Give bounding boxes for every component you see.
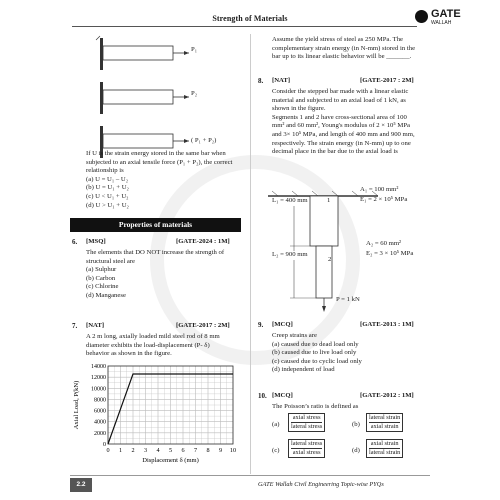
bar-figure-1 <box>96 36 189 70</box>
q10-option-c-fraction: lateral stress axial stress <box>288 439 325 458</box>
fig-e1: E₁ = 2 × 10⁵ MPa <box>360 196 408 203</box>
q7-type: [NAT] <box>86 322 105 329</box>
q7-number: 7. <box>72 322 78 330</box>
q10-option-c-label: (c) <box>272 447 280 454</box>
q10-number: 10. <box>258 392 267 400</box>
y-tick-label: 0 <box>103 442 106 448</box>
q9-number: 9. <box>258 321 264 329</box>
q8-tag: [GATE-2017 : 2M] <box>360 77 414 84</box>
q9-body: Creep strains are (a) caused due to dead load only (b) caused due to live load only (c) caused due to cyclic load only (d) independent of load <box>272 332 362 374</box>
x-tick-label: 9 <box>218 447 223 454</box>
bar-figure-2 <box>100 82 189 114</box>
fig-seg1: 1 <box>327 197 331 204</box>
q10-text: The Poisson’s ratio is defined as <box>272 403 359 410</box>
q9-tag: [GATE-2013 : 1M] <box>360 321 414 328</box>
y-tick-label: 6000 <box>94 408 106 415</box>
option-d: (d) U > U₁ + U₂ <box>86 201 129 209</box>
q10-option-d-label: (d) <box>352 447 360 454</box>
q7-tag: [GATE-2017 : 2M] <box>176 322 230 329</box>
q10-option-b-label: (b) <box>352 421 360 428</box>
brand-sub: WALLAH <box>431 20 452 26</box>
q10-type: [MCQ] <box>272 392 293 399</box>
fig-seg2: 2 <box>328 256 332 263</box>
page-number: 2.2 <box>70 478 92 492</box>
q6-body: The elements that DO NOT increase the strength of structural steel are (a) Sulphur (b) Carbon (c) Chlorine (d) Manganese <box>86 249 225 299</box>
y-tick-label: 4000 <box>94 419 106 426</box>
x-tick-label: 2 <box>131 447 135 454</box>
footer-text: GATE Wallah Civil Engineering Topic-wise PYQs <box>258 481 384 488</box>
q10-option-d-fraction: axial strain lateral strain <box>366 439 403 458</box>
x-tick-label: 3 <box>143 447 148 454</box>
prev-question-text: If U is the strain energy stored in the same bar when subjected to an axial tensile force (P₁ + P₂), the correct relationship is (a) U = U₁ – U₂ (b) U = U₁ + U₂ (c) U < U₁ + U₂ (d) U > U₁ + U₂ <box>86 150 246 210</box>
x-tick-label: 8 <box>206 447 210 454</box>
section-title: Properties of materials <box>70 218 241 232</box>
y-tick-label: 10000 <box>91 386 106 393</box>
fig-l2: L₂ = 900 mm <box>272 251 308 258</box>
x-tick-label: 1 <box>118 447 123 454</box>
label-p2: P₂ <box>191 90 198 97</box>
label-p1: P₁ <box>191 46 198 53</box>
q10-option-a-fraction: axial stress lateral stress <box>288 413 325 432</box>
q7-body: A 2 m long, axially loaded mild steel rod of 8 mm diameter exhibits the load-displacement (P- δ) behavior as shown in the figure. <box>86 333 220 358</box>
fig-load: P = 1 kN <box>336 296 360 303</box>
brand-logo-icon <box>415 10 428 23</box>
option-c: (c) U < U₁ + U₂ <box>86 192 129 200</box>
load-displacement-chart <box>70 360 245 470</box>
q10-option-b-fraction: lateral strain axial strain <box>366 413 403 432</box>
x-tick-label: 4 <box>156 447 160 454</box>
q6-type: [MSQ] <box>86 238 106 245</box>
q8-number: 8. <box>258 77 264 85</box>
column-divider <box>250 34 251 474</box>
q8-body: Consider the stepped bar made with a linear elastic material and subjected to an axial load of 1 kN, as shown in the figure. Segments 1 and 2 have cross-sectional area of 100 mm² and 60 mm², Young's modulus of 2 × 10⁵ MPa and 3× 10⁵ MPa, and length of 400 mm and 900 mm, respectively. The strain energy (in N-mm) up to one decimal place in the bar due to the axial load is <box>272 88 415 156</box>
q10-tag: [GATE-2012 : 1M] <box>360 392 414 399</box>
x-tick-label: 7 <box>193 447 198 454</box>
x-tick-label: 0 <box>106 447 110 454</box>
q6-number: 6. <box>72 238 78 246</box>
header-rule <box>72 26 417 27</box>
option-b: (b) U = U₁ + U₂ <box>86 184 129 192</box>
x-tick-label: 6 <box>181 447 185 454</box>
x-tick-label: 5 <box>168 447 173 454</box>
x-axis-label: Displacement δ (mm) <box>142 457 199 464</box>
fig-a1: A₁ = 100 mm² <box>360 186 399 193</box>
q6-tag: [GATE-2024 : 1M] <box>176 238 230 245</box>
fig-e2: E₂ = 3 × 10⁵ MPa <box>366 250 414 257</box>
y-tick-label: 8000 <box>94 397 106 404</box>
label-p-sum: ( P₁ + P₂) <box>191 137 217 144</box>
q8-type: [NAT] <box>272 77 291 84</box>
fig-l1: L₁ = 400 mm <box>272 197 308 204</box>
footer-rule <box>70 475 430 476</box>
option-a: (a) U = U₁ – U₂ <box>86 175 129 183</box>
page-header-title: Strength of Materials <box>212 14 288 23</box>
brand-name: GATE <box>431 8 461 20</box>
stepped-bar-figure <box>268 160 440 312</box>
fig-a2: A₂ = 60 mm² <box>366 240 402 247</box>
y-tick-label: 12000 <box>91 375 106 382</box>
y-tick-label: 14000 <box>91 364 106 370</box>
q7-continuation: Assume the yield stress of steel as 250 MPa. The complementary strain energy (in N-mm) stored in the bar up to its linear elastic behavior will be _______. <box>272 36 416 61</box>
x-tick-label: 10 <box>229 447 237 454</box>
y-tick-label: 2000 <box>94 430 106 437</box>
y-axis-label: Axial Load, P(kN) <box>73 380 80 430</box>
q9-type: [MCQ] <box>272 321 293 328</box>
q10-option-a-label: (a) <box>272 421 280 428</box>
bar-figures <box>92 34 242 164</box>
